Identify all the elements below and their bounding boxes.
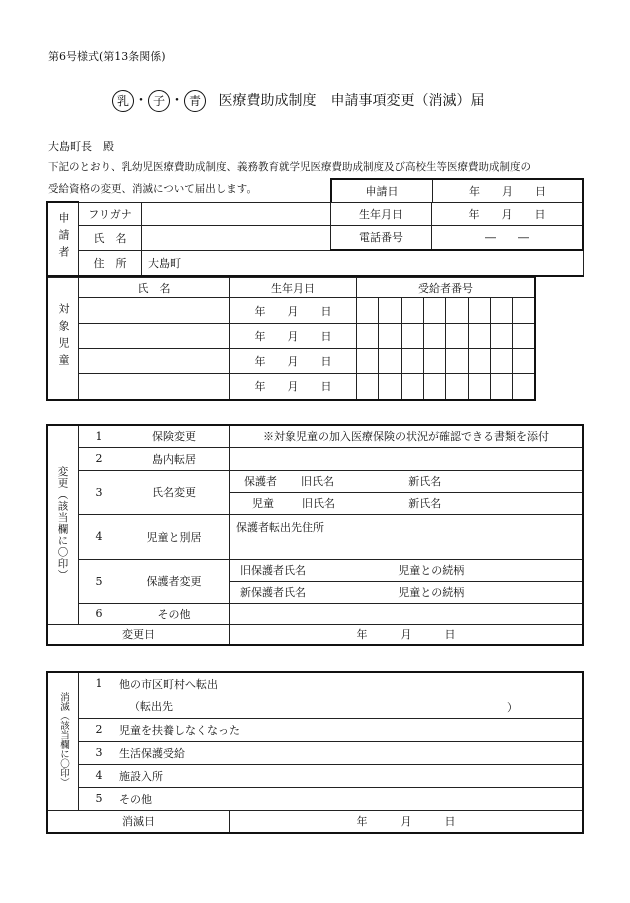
- ext-no-4: 4: [79, 764, 120, 787]
- child-birth-field-3[interactable]: 年 月 日: [230, 349, 357, 374]
- ext-item-welfare[interactable]: 生活保護受給: [119, 741, 583, 764]
- form-number: 第6号様式(第13条関係): [48, 50, 166, 63]
- guardian-old-name[interactable]: 保護者 旧氏名: [230, 470, 407, 492]
- guardian-new-name[interactable]: 新氏名: [406, 470, 583, 492]
- change-item-move[interactable]: 島内転居: [119, 447, 230, 470]
- child-name-header: 氏 名: [79, 278, 230, 298]
- change-item-other[interactable]: その他: [119, 603, 230, 624]
- change-no-1: 1: [79, 425, 120, 447]
- address-field[interactable]: 大島町: [142, 250, 584, 276]
- change-no-3: 3: [79, 470, 120, 514]
- address-label: 住 所: [79, 250, 142, 276]
- change-item-name[interactable]: 氏名変更: [119, 470, 230, 514]
- intro-line-2: 受給資格の変更、消滅について届出します。: [48, 183, 257, 195]
- child-birth-field-2[interactable]: 年 月 日: [230, 324, 357, 349]
- child-label: 対象児童: [47, 278, 79, 400]
- transfer-destination-field[interactable]: （転出先 ）: [119, 694, 583, 718]
- ext-item-facility[interactable]: 施設入所: [119, 764, 583, 787]
- furigana-field[interactable]: [142, 202, 331, 225]
- ext-no-3: 3: [79, 741, 120, 764]
- child-number-header: 受給者番号: [357, 278, 536, 298]
- child-new-name[interactable]: 新氏名: [406, 492, 583, 514]
- name-field[interactable]: [142, 225, 331, 250]
- ext-item-other[interactable]: その他: [119, 787, 583, 810]
- child-birth-field-4[interactable]: 年 月 日: [230, 374, 357, 400]
- child-name-field-2[interactable]: [79, 324, 230, 349]
- extinction-date-field[interactable]: 年 月 日: [230, 811, 584, 833]
- child-birth-field-1[interactable]: 年 月 日: [230, 298, 357, 324]
- applicant-label: 申請者: [47, 202, 79, 276]
- badge-sei: 青: [184, 90, 206, 112]
- change-no-5: 5: [79, 559, 120, 603]
- new-guardian-field[interactable]: 新保護者氏名: [230, 581, 407, 603]
- apply-date-field[interactable]: 年 月 日: [433, 179, 584, 202]
- child-name-field-1[interactable]: [79, 298, 230, 324]
- birth-date-label: 生年月日: [331, 202, 432, 225]
- change-label: 変更（該当欄に〇印）: [47, 425, 79, 624]
- insurance-note: ※対象児童の加入医療保険の状況が確認できる書類を添付: [230, 425, 584, 447]
- ext-item-support[interactable]: 児童を扶養しなくなった: [119, 718, 583, 741]
- applicant-table: [46, 201, 584, 277]
- name-label: 氏 名: [79, 225, 142, 250]
- change-date-label: 変更日: [47, 624, 230, 645]
- child-name-field-4[interactable]: [79, 374, 230, 400]
- new-guardian-relation[interactable]: 児童との続柄: [406, 581, 583, 603]
- phone-label: 電話番号: [331, 225, 432, 250]
- ext-item-transfer[interactable]: 他の市区町村へ転出: [119, 672, 583, 694]
- child-old-name[interactable]: 児童 旧氏名: [230, 492, 407, 514]
- birth-date-field[interactable]: 年 月 日: [432, 202, 584, 225]
- addressee: 大島町長 殿: [48, 140, 114, 153]
- child-birth-header: 生年月日: [230, 278, 357, 298]
- change-item-insurance[interactable]: 保険変更: [119, 425, 230, 447]
- apply-date-table: [330, 178, 584, 203]
- ext-no-1: 1: [79, 672, 120, 694]
- extinction-date-table: [46, 810, 584, 834]
- change-no-4: 4: [79, 514, 120, 559]
- sep-2: ・: [170, 93, 184, 109]
- change-date-field[interactable]: 年 月 日: [230, 624, 584, 645]
- badge-ko: 子: [148, 90, 170, 112]
- change-no-2: 2: [79, 447, 120, 470]
- extinction-table: [46, 671, 584, 811]
- change-table: [46, 424, 584, 646]
- extinction-label: 消滅（該当欄に〇印）: [47, 672, 79, 810]
- change-other-field[interactable]: [230, 603, 584, 624]
- change-no-6: 6: [79, 603, 120, 624]
- old-guardian-relation[interactable]: 児童との続柄: [406, 559, 583, 581]
- child-name-field-3[interactable]: [79, 349, 230, 374]
- move-field[interactable]: [230, 447, 584, 470]
- change-item-guardian[interactable]: 保護者変更: [119, 559, 230, 603]
- child-table: [46, 277, 536, 401]
- furigana-label: フリガナ: [79, 202, 142, 225]
- moved-address-field[interactable]: 保護者転出先住所: [230, 514, 584, 559]
- badge-nyu: 乳: [112, 90, 134, 112]
- extinction-date-label: 消滅日: [47, 811, 230, 833]
- sep-1: ・: [134, 93, 148, 109]
- ext-no-5: 5: [79, 787, 120, 810]
- change-item-separate[interactable]: 児童と別居: [119, 514, 230, 559]
- intro-line-1: 下記のとおり、乳幼児医療費助成制度、義務教育就学児医療費助成制度及び高校生等医療費助成制度の: [48, 161, 531, 173]
- form-title: [112, 90, 484, 112]
- ext-no-2: 2: [79, 718, 120, 741]
- old-guardian-field[interactable]: 旧保護者氏名: [230, 559, 407, 581]
- title-text: 医療費助成制度 申請事項変更（消滅）届: [218, 93, 485, 109]
- phone-field[interactable]: ― ―: [432, 225, 584, 250]
- apply-date-label: 申請日: [331, 179, 433, 202]
